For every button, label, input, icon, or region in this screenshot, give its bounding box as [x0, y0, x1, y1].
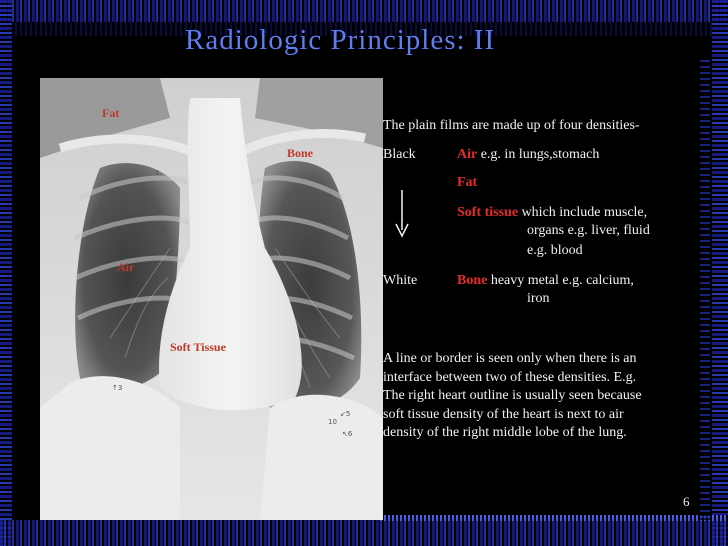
intro-text: The plain films are made up of four densities- [383, 118, 640, 133]
left-border-decoration [0, 0, 12, 546]
paragraph-line: A line or border is seen only when there is an [383, 351, 637, 366]
chest-xray-image [40, 78, 383, 520]
soft-tissue-term: Soft tissue [457, 205, 519, 220]
fat-term: Fat [457, 175, 478, 190]
air-density-line [457, 147, 599, 163]
down-arrow-icon [395, 190, 409, 238]
air-term: Air [457, 147, 478, 162]
soft-tissue-description-1: which include muscle, [521, 205, 648, 220]
svg-text:3.↑: 3.↑ [130, 204, 143, 212]
black-label: Black [383, 147, 416, 162]
explanation-paragraph [383, 350, 683, 443]
svg-text:7↖: 7↖ [128, 368, 139, 376]
bottom-border-decoration [0, 520, 728, 546]
bone-density-line [457, 273, 634, 289]
xray-label-bone: Bone [287, 146, 314, 160]
right-inner-border-decoration [700, 60, 710, 520]
soft-tissue-description-3: e.g. blood [527, 243, 583, 258]
top-border-decoration [0, 0, 728, 22]
svg-text:1.: 1. [155, 169, 162, 177]
bone-term: Bone [457, 273, 488, 288]
paragraph-line: density of the right middle lobe of the lung. [383, 425, 627, 440]
paragraph-line: soft tissue density of the heart is next to air [383, 406, 624, 422]
bone-description-2: iron [527, 291, 550, 306]
bone-description-1: heavy metal e.g. calcium, [490, 273, 634, 288]
svg-text:5.1: 5.1 [110, 357, 122, 365]
chest-xray-drawing [40, 78, 383, 520]
soft-tissue-line [457, 205, 647, 221]
slide-title: Radiologic Principles: II [185, 24, 496, 56]
svg-text:↑3: ↑3 [112, 384, 123, 392]
slide-number: 6 [683, 494, 690, 509]
paragraph-line: The right heart outline is usually seen because [383, 388, 642, 403]
svg-text:↖6: ↖6 [342, 430, 353, 438]
bottom-border-accent [380, 515, 728, 521]
soft-tissue-description-2: organs e.g. liver, fluid [527, 223, 650, 238]
xray-label-soft-tissue: Soft Tissue [170, 340, 226, 354]
air-description: e.g. in lungs,stomach [480, 147, 600, 162]
right-border-decoration [712, 0, 728, 546]
xray-label-air: Air [117, 260, 135, 274]
xray-label-fat: Fat [102, 106, 120, 120]
paragraph-line: interface between two of these densities. E.g. [383, 369, 637, 385]
svg-text:10: 10 [328, 418, 337, 426]
svg-text:↙5: ↙5 [340, 410, 351, 418]
white-label: White [383, 273, 418, 288]
